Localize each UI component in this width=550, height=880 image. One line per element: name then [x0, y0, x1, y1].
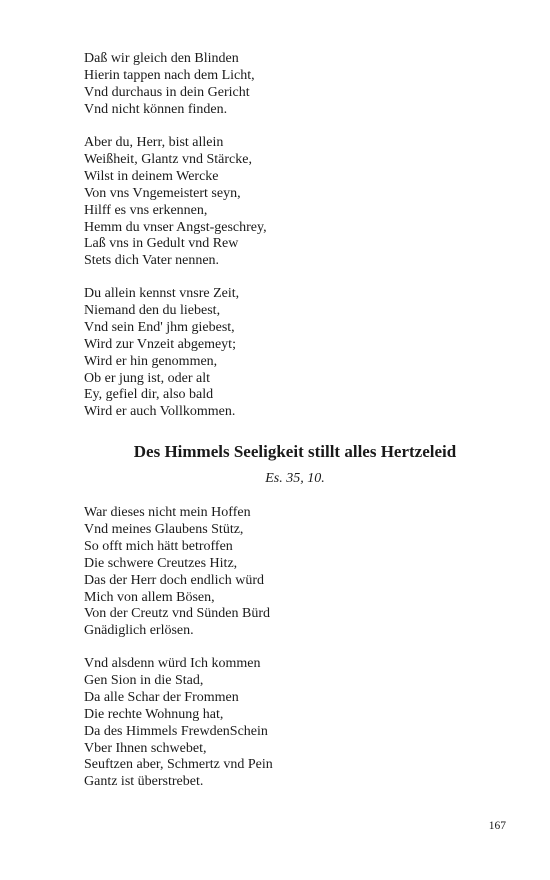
verse-line: Vnd nicht können finden. — [84, 101, 228, 117]
poem-stanza-2 — [84, 656, 504, 791]
verse-line: Weißheit, Glantz vnd Stärcke, — [84, 151, 252, 167]
verse-line: Laß vns in Gedult vnd Rew — [84, 236, 239, 252]
poem-stanza-1 — [84, 505, 504, 640]
verse-line: Wird er hin genommen, — [84, 353, 218, 369]
stanza-continued-1 — [84, 51, 504, 119]
verse-line: Vnd alsdenn würd Ich kommen — [84, 656, 261, 671]
stanza-continued-2 — [84, 135, 504, 270]
verse-line: So offt mich hätt betroffen — [84, 538, 233, 554]
verse-line: Mich von allem Bösen, — [84, 589, 215, 605]
verse-line: Vnd sein End' jhm giebest, — [84, 319, 235, 335]
verse-line: Hemm du vnser Angst-geschrey, — [84, 219, 267, 235]
verse-line: Niemand den du liebest, — [84, 302, 221, 318]
verse-line: Du allein kennst vnsre Zeit, — [84, 286, 240, 301]
verse-line: Von der Creutz vnd Sünden Bürd — [84, 606, 270, 622]
verse-line: Gen Sion in die Stad, — [84, 672, 204, 688]
verse-line: Stets dich Vater nennen. — [84, 253, 220, 269]
verse-line: Hilff es vns erkennen, — [84, 202, 208, 218]
verse-line: Daß wir gleich den Blinden — [84, 51, 239, 66]
verse-line: Die rechte Wohnung hat, — [84, 706, 224, 722]
verse-line: Wird er auch Vollkommen. — [84, 404, 236, 420]
verse-line: Da des Himmels FrewdenSchein — [84, 723, 268, 739]
poem-title: Des Himmels Seeligkeit stillt alles Hertzeleid — [133, 442, 457, 461]
verse-line: Wird zur Vnzeit abgemeyt; — [84, 336, 236, 352]
verse-line: Vnd meines Glaubens Stütz, — [84, 521, 244, 537]
verse-line: Vnd durchaus in dein Gericht — [84, 84, 250, 100]
verse-line: Gnädiglich erlösen. — [84, 623, 194, 639]
verse-line: Aber du, Herr, bist allein — [84, 135, 224, 150]
verse-line: Die schwere Creutzes Hitz, — [84, 555, 238, 571]
verse-line: War dieses nicht mein Hoffen — [84, 505, 251, 520]
verse-line: Das der Herr doch endlich würd — [84, 572, 264, 588]
verse-line: Seuftzen aber, Schmertz vnd Pein — [84, 757, 273, 773]
verse-line: Ey, gefiel dir, also bald — [84, 387, 214, 403]
scripture-reference: Es. 35, 10. — [265, 471, 325, 486]
verse-line: Da alle Schar der Frommen — [84, 689, 239, 705]
page-number: 167 — [488, 820, 506, 832]
verse-line: Ob er jung ist, oder alt — [84, 370, 210, 386]
verse-line: Hierin tappen nach dem Licht, — [84, 67, 255, 83]
verse-line: Von vns Vngemeistert seyn, — [84, 185, 241, 201]
verse-line: Wilst in deinem Wercke — [84, 168, 219, 184]
stanza-continued-3 — [84, 286, 504, 421]
verse-line: Vber Ihnen schwebet, — [84, 740, 207, 756]
verse-line: Gantz ist überstrebet. — [84, 774, 204, 790]
